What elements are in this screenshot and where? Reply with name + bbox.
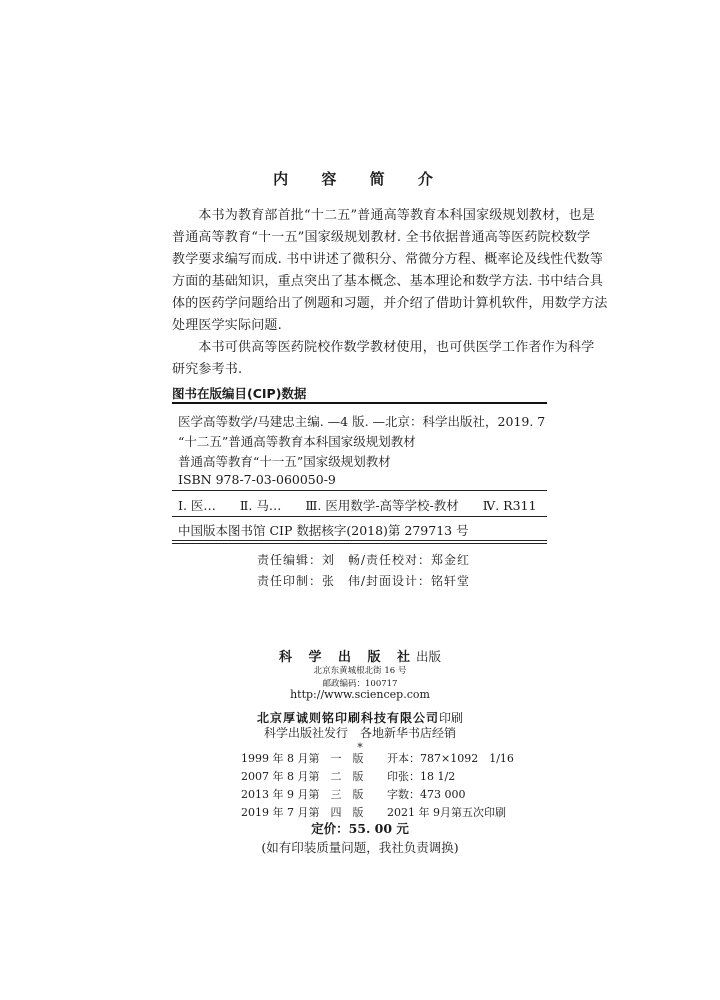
cip-line: 医学高等数学/马建忠主编. —4 版. —北京：科学出版社，2019. 7: [178, 414, 546, 429]
classification-item: Ⅱ. 马…: [239, 498, 282, 513]
edition-date: 1999 年 8 月第 一 版: [241, 752, 364, 765]
edition-info: 印张：18 1/2: [387, 770, 456, 783]
edition-date: 2013 年 9 月第 三 版: [241, 788, 364, 801]
editor-line: 责任印制：张 伟/封面设计：铭轩堂: [257, 574, 471, 588]
printer-suffix: 印刷: [439, 711, 464, 725]
cip-bottom-rule: [172, 540, 547, 544]
publisher-url: http://www.sciencep.com: [290, 688, 430, 701]
intro-line: 体的医药学问题给出了例题和习题，并介绍了借助计算机软件，用数学方法: [172, 296, 608, 311]
edition-table: [241, 750, 514, 822]
classification-item: Ⅳ. R311: [482, 498, 537, 513]
intro-line: 教学要求编写而成. 书中讲述了微积分、常微分方程、概率论及线性代数等: [172, 252, 604, 267]
intro-line: 研究参考书.: [172, 362, 243, 377]
cip-line: 普通高等教育“十一五”国家级规划教材: [178, 454, 391, 469]
distribution: 科学出版社发行 各地新华书店经销: [263, 726, 456, 740]
intro-line: 处理医学实际问题.: [172, 318, 282, 333]
edition-info: 字数：473 000: [387, 788, 466, 801]
intro-line: 普通高等教育“十一五”国家级规划教材. 全书依据普通高等医药院校数学: [172, 230, 591, 245]
intro-line: 本书可供高等医药院校作数学教材使用，也可供医学工作者作为科学: [172, 340, 595, 355]
publisher-name: [0, 646, 720, 665]
edition-date: 2007 年 8 月第 二 版: [241, 770, 364, 783]
publisher-suffix: 出版: [416, 649, 442, 664]
classification-item: Ⅲ. 医用数学-高等学校-教材: [305, 498, 459, 513]
intro-line: 方面的基础知识，重点突出了基本概念、基本理论和数学方法. 书中结合具: [172, 274, 604, 289]
edition-row: [241, 768, 514, 786]
intro-line: 本书为教育部首批“十二五”普通高等教育本科国家级规划教材，也是: [172, 208, 595, 223]
publisher-address: 北京东黄城根北街 16 号: [313, 666, 407, 676]
cip-line: ISBN 978-7-03-060050-9: [178, 472, 336, 487]
separator-mark: *: [357, 741, 363, 754]
editor-line: 责任编辑：刘 畅/责任校对：郑金红: [257, 553, 471, 567]
edition-row: [241, 786, 514, 804]
classification-item: Ⅰ. 医…: [178, 498, 216, 513]
publisher-name-text: 科 学 出 版 社: [278, 650, 417, 665]
edition-row: [241, 750, 514, 768]
cip-heading: 图书在版编目(CIP)数据: [172, 386, 307, 401]
edition-info: 2021 年 9月第五次印刷: [387, 806, 506, 819]
edition-info: 开本：787×1092 1/16: [387, 752, 514, 765]
price: 定价：55. 00 元: [311, 821, 409, 836]
cip-number: 中国版本图书馆 CIP 数据核字(2018)第 279713 号: [178, 523, 469, 538]
quality-note: (如有印装质量问题，我社负责调换): [261, 840, 459, 855]
cip-top-rule: [172, 402, 547, 404]
cip-classification: [178, 496, 556, 514]
cip-rule: [172, 516, 547, 517]
cip-line: “十二五”普通高等教育本科国家级规划教材: [178, 434, 416, 449]
edition-date: 2019 年 7 月第 四 版: [241, 806, 364, 819]
publisher-postcode: 邮政编码：100717: [322, 679, 398, 689]
printer-name: 北京厚诚则铭印刷科技有限公司: [256, 711, 439, 725]
intro-heading: 内 容 简 介: [273, 170, 447, 188]
cip-rule: [172, 490, 547, 491]
